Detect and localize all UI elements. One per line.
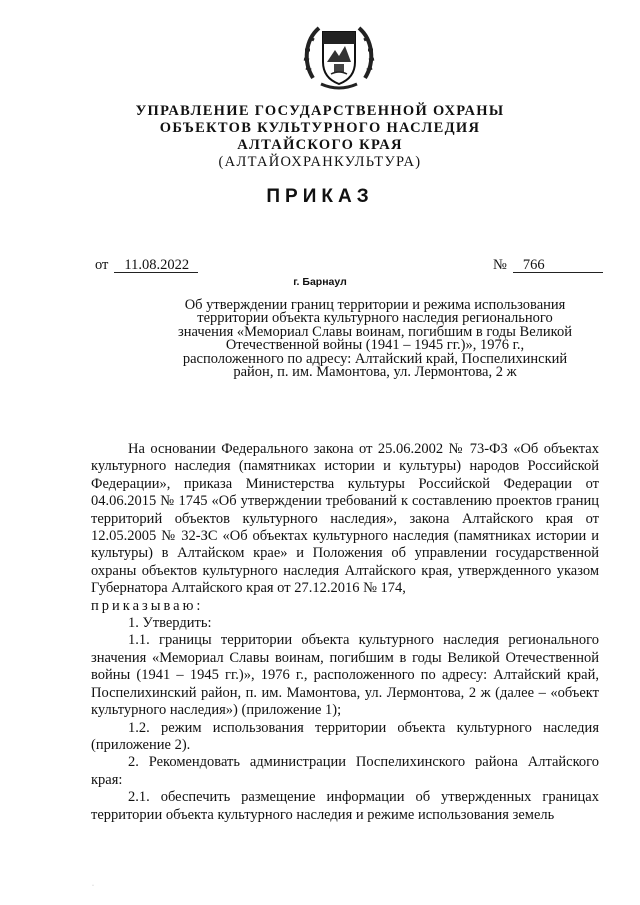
subject-line: Об утверждении границ территории и режима использования (184, 297, 566, 313)
order-body (91, 441, 599, 824)
order-subject (170, 299, 580, 379)
order-number (493, 257, 603, 274)
org-name-line-2: ОБЪЕКТОВ КУЛЬТУРНОГО НАСЛЕДИЯ (159, 120, 481, 136)
clause-1-1: 1.1. границы территории объекта культурного наследия регионального значения «Мемориал Славы воинам, погибшим в годы Великой Отечественной войны (1941 – 1945 гг.)», 1976 г., расположенного по адресу: Алтайский край, Поспелихинский район, п. им. Мамонтова, ул. Лермонтова, 2 ж (далее – «объект культурного наследия») (приложение 1); (91, 632, 599, 719)
subject-line: значения «Мемориал Славы воинам, погибшим в годы Великой (178, 323, 572, 340)
document-type-title: ПРИКАЗ (266, 186, 374, 207)
subject-line: территории объекта культурного наследия регионального (197, 310, 553, 327)
date-value: 11.08.2022 (114, 258, 198, 273)
subject-line: район, п. им. Мамонтова, ул. Лермонтова, 2 ж (233, 364, 517, 381)
number-prefix: № (493, 257, 507, 273)
intro-paragraph: На основании Федерального закона от 25.06.2002 № 73-ФЗ «Об объектах культурного наследия (памятниках истории и культуры) народов Российской Федерации», приказа Министерства культуры Российской Федерации от 04.06.2015 № 1745 «Об утверждении требований к составлению проектов границ территорий объектов культурного наследия», закона Алтайского края от 12.05.2005 № 32-ЗС «Об объектах культурного наследия (памятниках истории и культуры) в Алтайском крае» и Положения об управлении государственной охраны объектов культурного наследия Алтайского края, утвержденного указом Губернатора Алтайского края от 27.12.2016 № 174, (91, 441, 599, 597)
subject-line: расположенного по адресу: Алтайский край, Поспелихинский (182, 350, 568, 367)
number-value: 766 (513, 258, 603, 273)
order-date (95, 257, 198, 274)
order-word: приказываю: (91, 597, 204, 614)
clause-1: 1. Утвердить: (128, 615, 212, 632)
org-name-line-1: УПРАВЛЕНИЕ ГОСУДАРСТВЕННОЙ ОХРАНЫ (135, 103, 505, 119)
subject-line: Отечественной войны (1941 – 1945 гг.)», 1976 г., (225, 337, 525, 354)
clause-1-2: 1.2. режим использования территории объекта культурного наследия (приложение 2). (91, 719, 599, 753)
clause-2: 2. Рекомендовать администрации Поспелихинского района Алтайского края: (91, 754, 599, 788)
clause-2-1: 2.1. обеспечить размещение информации об утвержденных границах территории объекта культурного наследия и режиме использования земель (91, 789, 599, 823)
page-dot: · (92, 883, 94, 889)
org-name-line-3: АЛТАЙСКОГО КРАЯ (237, 137, 403, 153)
document-header (0, 103, 640, 171)
org-short-name: (АЛТАЙОХРАНКУЛЬТУРА) (218, 154, 422, 170)
city-label: г. Барнаул (293, 276, 347, 288)
date-prefix: от (95, 257, 109, 273)
altai-krai-coat-of-arms-icon (301, 18, 377, 94)
